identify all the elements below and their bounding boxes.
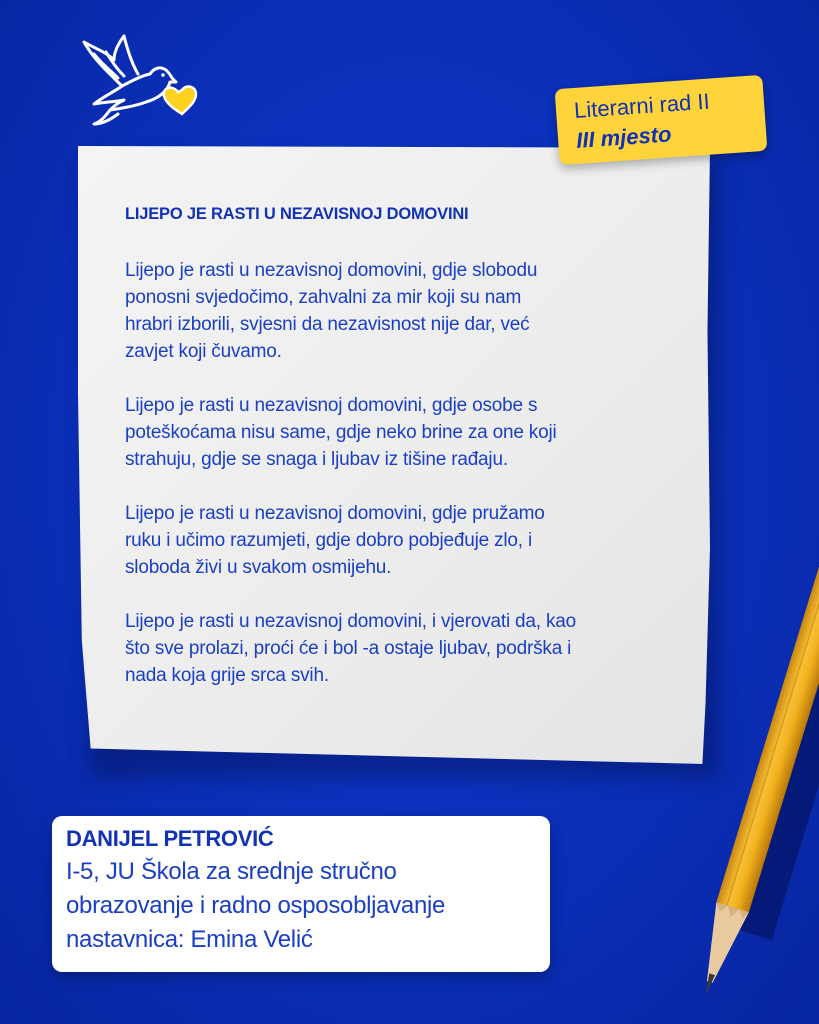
author-school-continued: obrazovanje i radno osposobljavanje — [66, 892, 446, 919]
poem-stanza-3 — [125, 500, 685, 581]
poem-line: strahuju, gdje se snaga i ljubav iz tišine rađaju. — [125, 449, 508, 470]
poem-stanza-4 — [125, 608, 685, 689]
author-card — [52, 816, 550, 972]
poem-line: hrabri izborili, svjesni da nezavisnost nije dar, već — [125, 314, 530, 335]
poem-line: zavjet koji čuvamo. — [125, 341, 282, 362]
badge-category: Literarni rad II — [573, 88, 711, 124]
poem-line: sloboda živi u svakom osmijehu. — [125, 557, 392, 578]
poem-line: Lijepo je rasti u nezavisnoj domovini, i vjerovati da, kao — [125, 611, 576, 632]
poem-line: poteškoćama nisu same, gdje neko brine za one koji — [125, 422, 557, 443]
badge-place: III mjesto — [575, 121, 673, 153]
dove-with-heart-icon — [80, 30, 205, 130]
author-name: DANIJEL PETROVIĆ — [66, 826, 274, 851]
poem-line: Lijepo je rasti u nezavisnoj domovini, gdje slobodu — [125, 260, 538, 281]
author-class-school: I-5, JU Škola za srednje stručno — [66, 858, 397, 885]
poem-line: ruku i učimo razumjeti, gdje dobro pobjeđuje zlo, i — [125, 530, 532, 551]
poem-stanza-1 — [125, 257, 685, 365]
award-badge — [555, 75, 768, 165]
poem-line: Lijepo je rasti u nezavisnoj domovini, gdje osobe s — [125, 395, 538, 416]
author-teacher: nastavnica: Emina Velić — [66, 926, 313, 953]
poem-stanza-2 — [125, 392, 685, 473]
pencil-icon — [650, 440, 819, 1010]
poem-line: što sve prolazi, proći će i bol -a ostaje ljubav, podrška i — [125, 638, 572, 659]
poem-line: nada koja grije srca svih. — [125, 665, 329, 686]
poem-title: LIJEPO JE RASTI U NEZAVISNOJ DOMOVINI — [125, 205, 469, 223]
poem-line: Lijepo je rasti u nezavisnoj domovini, gdje pružamo — [125, 503, 545, 524]
poem-line: ponosni svjedočimo, zahvalni za mir koji su nam — [125, 287, 522, 308]
